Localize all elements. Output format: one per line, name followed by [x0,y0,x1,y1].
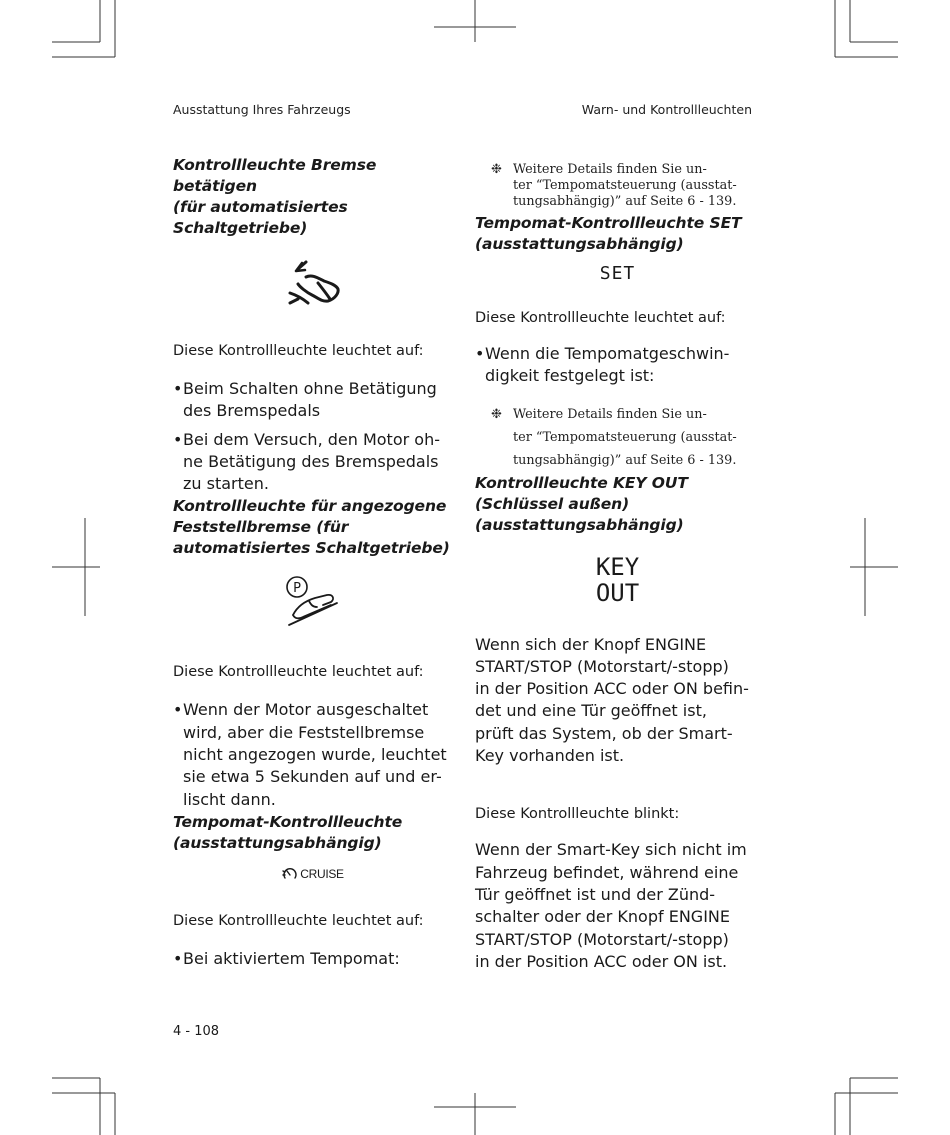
cruise-set-heading: Tempomat-Kontrollleuchte SET (ausstattungsabhängig) [475,214,742,253]
parking-brake-hand-icon [173,575,453,631]
key-out-blink-description: Wenn der Smart-Key sich nicht im Fahrzeug befindet, während eine Tür geöffnet ist und der Zünd- schalter oder der Knopf ENGINE START/STOP (Motorstart/-stopp) in der Position ACC oder ON ist. [475,840,747,971]
parking-brake-heading: Kontrollleuchte für angezogene Feststellbremse (für automatisiertes Schaltgetriebe) [173,497,450,558]
tempomat-reference-note: ❉ Weitere Details finden Sie un- ter “Tempomatsteuerung (ausstat- tungsabhängig)” auf Seite 6 - 139. [491,162,737,209]
foot-on-brake-pedal-icon [173,255,453,311]
brake-conditions-list [173,378,453,495]
key-out-indicator-icon: KEY OUT [595,552,640,607]
list-item: • Wenn die Tempomatgeschwin- digkeit festgelegt ist: [475,343,760,388]
key-out-heading: Kontrollleuchte KEY OUT (Schlüssel außen) (ausstattungsabhängig) [475,473,688,534]
cruise-heading: Tempomat-Kontrollleuchte (ausstattungsabhängig) [173,812,403,852]
running-header-right: Warn- und Kontrollleuchten [581,102,752,117]
brake-warning-heading: Kontrollleuchte Bremse betätigen (für automatisiertes Schaltgetriebe) [173,156,377,237]
running-header-left: Ausstattung Ihres Fahrzeugs [173,102,351,117]
cruise-set-section [475,213,760,472]
brake-warning-section [173,155,453,495]
key-out-description: Wenn sich der Knopf ENGINE START/STOP (Motorstart/-stopp) in der Position ACC oder ON befin- det und eine Tür geöffnet ist, prüft das System, ob der Smart- Key vorhanden ist. [475,634,749,766]
cruise-conditions-list [173,948,453,970]
page-number: 4 - 108 [173,1024,220,1039]
cruise-set-conditions-list [475,343,760,388]
right-column [475,155,760,973]
cruise-lead: Diese Kontrollleuchte leuchtet auf: [173,912,424,929]
cruise-indicator [173,867,453,881]
brake-lead: Diese Kontrollleuchte leuchtet auf: [173,343,424,359]
tempomat-reference-note: ❉ Weitere Details finden Sie un- ter “Tempomatsteuerung (ausstat- tungsabhängig)” auf Seite 6 - 139. [491,403,760,472]
cruise-icon-label: CRUISE [300,866,344,881]
set-indicator-icon: SET [599,263,636,284]
list-item: • Bei dem Versuch, den Motor oh- ne Betätigung des Bremspedals zu starten. [173,429,453,496]
note-icon: ❉ [491,406,502,422]
cruise-speedometer-icon [282,867,298,881]
parking-brake-section [173,496,453,810]
parking-icon-letter: P [293,581,301,597]
parking-brake-conditions-list [173,699,453,810]
parking-brake-lead: Diese Kontrollleuchte leuchtet auf: [173,664,424,681]
list-item: • Beim Schalten ohne Betätigung des Bremspedals [173,378,453,423]
key-out-lead: Diese Kontrollleuchte blinkt: [475,806,680,823]
left-column [173,155,453,970]
list-item: • Wenn der Motor ausgeschaltet wird, aber die Feststellbremse nicht angezogen wurde, leuchtet sie etwa 5 Sekunden auf und er- lischt dann. [173,699,453,810]
cruise-section [173,812,453,970]
cruise-set-lead: Diese Kontrollleuchte leuchtet auf: [475,310,726,326]
list-item: • Bei aktiviertem Tempomat: [173,948,453,970]
key-out-section [475,473,760,974]
note-icon: ❉ [491,162,502,177]
